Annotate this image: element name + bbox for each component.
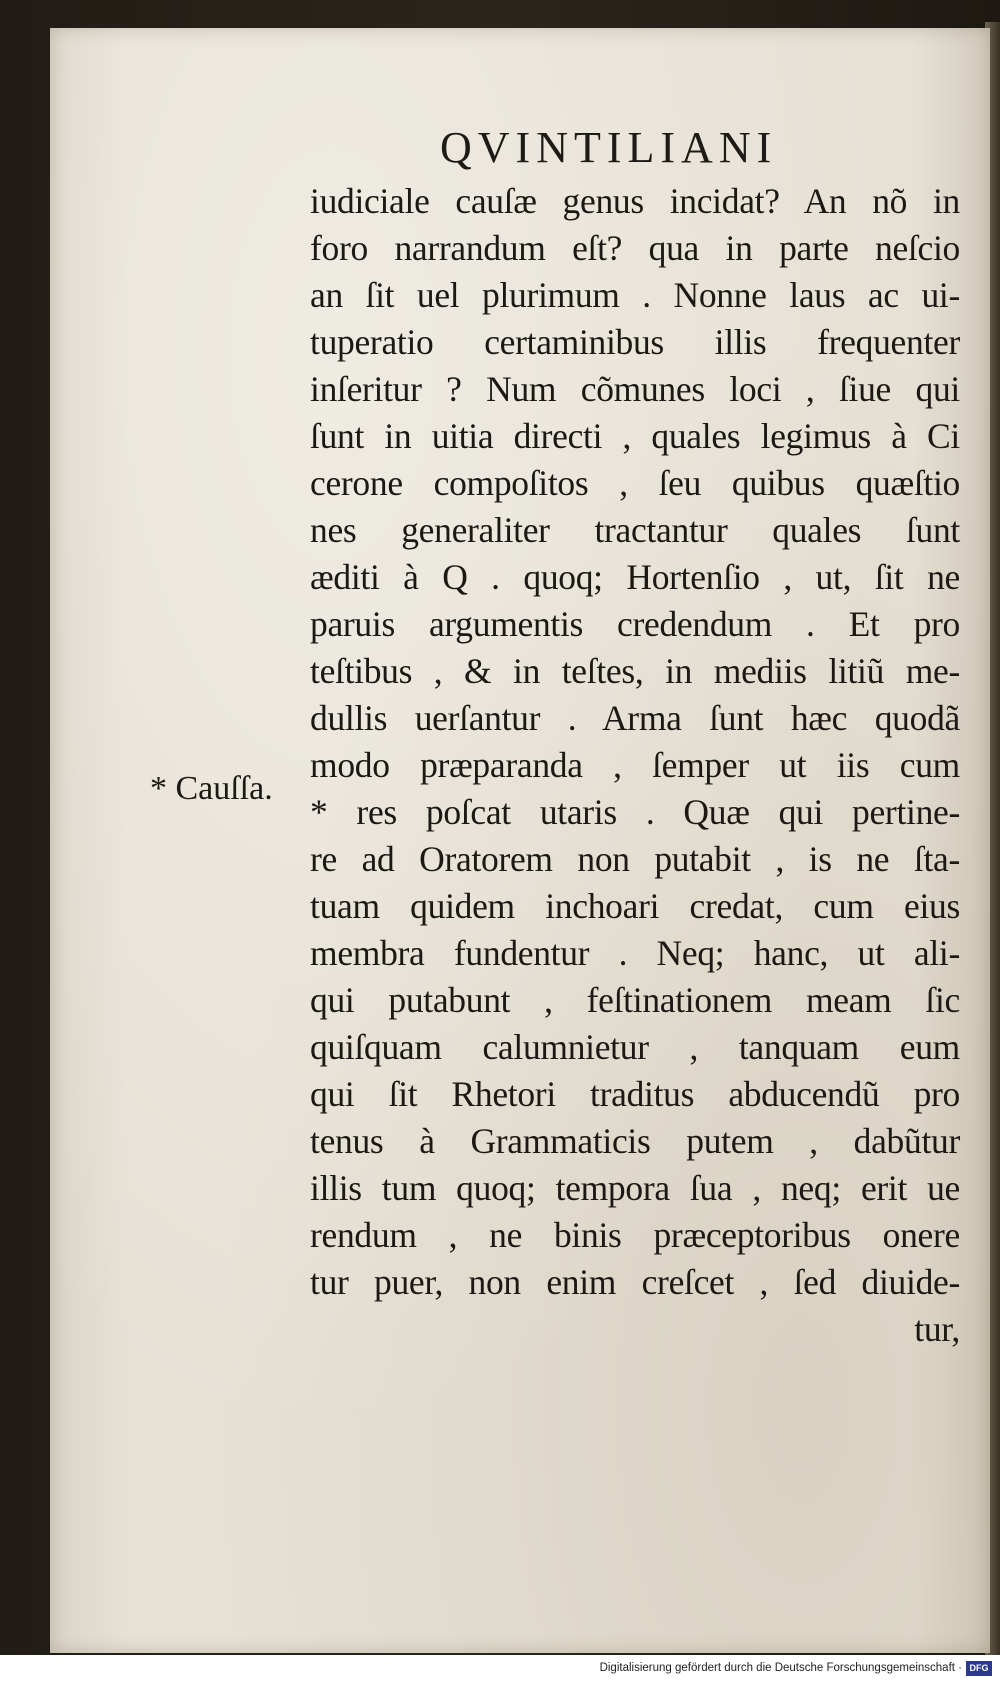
text-line: nes generaliter tractantur quales ſunt — [310, 510, 960, 550]
text-block — [310, 178, 960, 1353]
funding-credit: Digitalisierung gefördert durch die Deutsche Forschungsgemeinschaft · — [599, 1662, 962, 1674]
text-line: teſtibus , & in teſtes, in mediis litiũ me- — [310, 651, 960, 691]
text-line: * res poſcat utaris . Quæ qui pertine- — [310, 792, 960, 832]
dfg-logo: DFG — [966, 1661, 992, 1676]
text-line: tenus à Grammaticis putem , dabũtur — [310, 1121, 960, 1161]
text-line: ſunt in uitia directi , quales legimus à Ci — [310, 416, 960, 456]
text-line: tur puer, non enim creſcet , ſed diuide- — [310, 1262, 960, 1302]
catchword: tur, — [914, 1309, 960, 1349]
text-line: inſeritur ? Num cõmunes loci , ſiue qui — [310, 369, 960, 409]
text-line: cerone compoſitos , ſeu quibus quæſtio — [310, 463, 960, 503]
text-line: tuperatio certaminibus illis frequenter — [310, 322, 960, 362]
text-line: iudiciale cauſæ genus incidat? An nõ in — [310, 181, 960, 221]
text-line: qui putabunt , feſtinationem meam ſic — [310, 980, 960, 1020]
text-line: æditi à Q . quoq; Hortenſio , ut, ſit ne — [310, 557, 960, 597]
text-line: qui ſit Rhetori traditus abducendũ pro — [310, 1074, 960, 1114]
text-line: dullis uerſantur . Arma ſunt hæc quodã — [310, 698, 960, 738]
text-line: tuam quidem inchoari credat, cum eius — [310, 886, 960, 926]
text-line: modo præparanda , ſemper ut iis cum — [310, 745, 960, 785]
text-line: quiſquam calumnietur , tanquam eum — [310, 1027, 960, 1067]
text-line: membra fundentur . Neq; hanc, ut ali- — [310, 933, 960, 973]
text-line: an ſit uel plurimum . Nonne laus ac ui- — [310, 275, 960, 315]
text-line: illis tum quoq; tempora ſua , neq; erit ue — [310, 1168, 960, 1208]
text-line: foro narrandum eſt? qua in parte neſcio — [310, 228, 960, 268]
text-line: paruis argumentis credendum . Et pro — [310, 604, 960, 644]
text-line: rendum , ne binis præceptoribus onere — [310, 1215, 960, 1255]
marginal-note: * Cauſſa. — [150, 770, 273, 807]
text-line: re ad Oratorem non putabit , is ne ſta- — [310, 839, 960, 879]
footer-bar — [0, 1655, 1000, 1684]
running-head: QVINTILIANI — [440, 123, 778, 172]
